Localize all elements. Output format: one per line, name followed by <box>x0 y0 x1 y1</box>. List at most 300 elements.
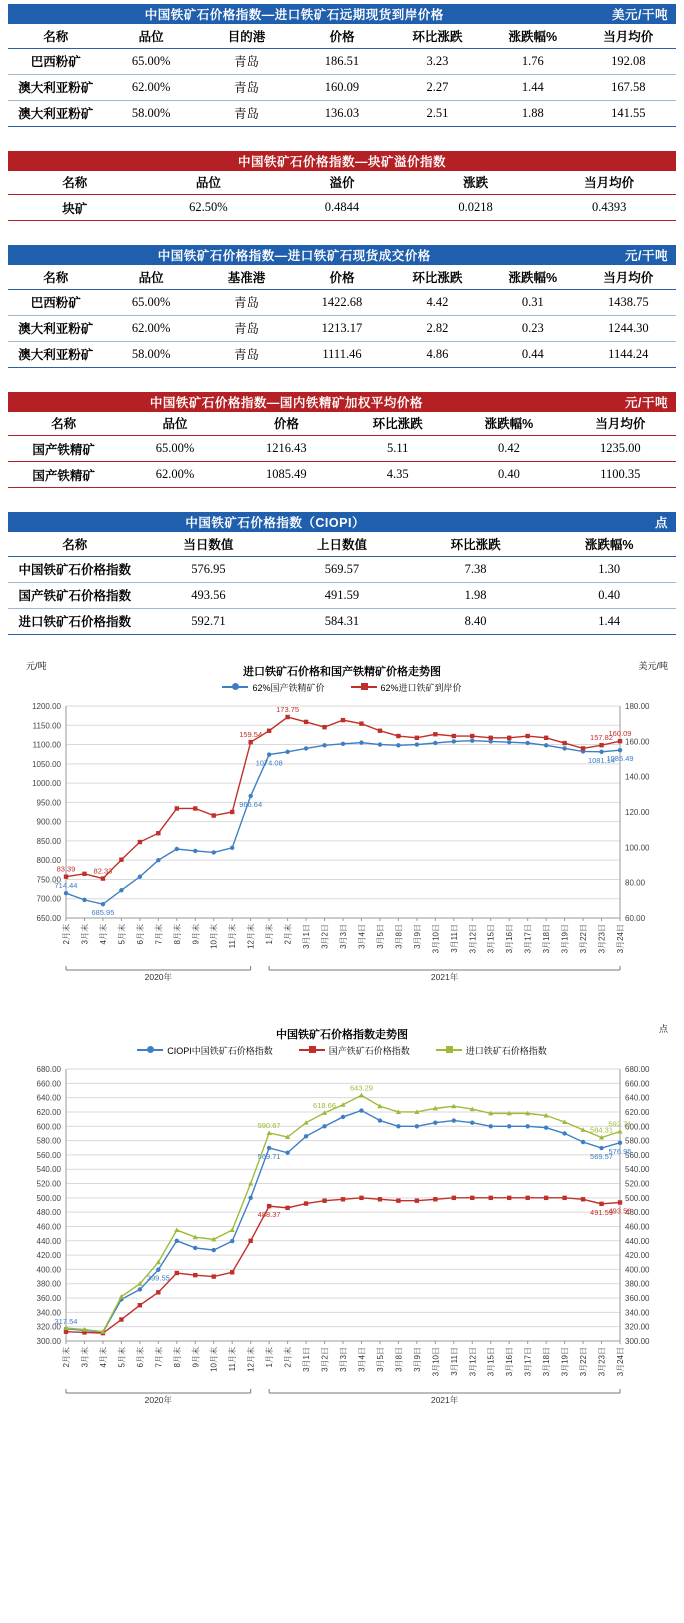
svg-text:1000.00: 1000.00 <box>32 778 61 788</box>
svg-text:600.00: 600.00 <box>36 1121 61 1131</box>
cell-value: 1085.49 <box>231 462 342 488</box>
column-header: 名称 <box>8 265 103 289</box>
svg-text:2020年: 2020年 <box>144 1394 173 1405</box>
svg-text:160.09: 160.09 <box>608 728 632 738</box>
table-lump-premium <box>8 151 676 222</box>
cell-value: 0.44 <box>485 341 580 367</box>
svg-text:180.00: 180.00 <box>625 701 650 711</box>
legend-item <box>351 681 462 694</box>
cell-value: 1.98 <box>409 582 543 608</box>
column-header: 环比涨跌 <box>342 412 453 436</box>
svg-text:8月末: 8月末 <box>172 1346 182 1367</box>
column-header: 价格 <box>294 265 389 289</box>
table-row <box>8 608 676 634</box>
svg-text:714.44: 714.44 <box>54 880 78 890</box>
cell-value: 4.86 <box>390 341 485 367</box>
legend-item <box>137 1044 273 1057</box>
svg-text:380.00: 380.00 <box>36 1279 61 1289</box>
svg-text:11月末: 11月末 <box>228 1346 238 1371</box>
svg-text:3月16日: 3月16日 <box>505 923 515 953</box>
legend-label: 国产铁矿石价格指数 <box>328 1045 410 1056</box>
row-label: 澳大利亚粉矿 <box>8 341 103 367</box>
svg-text:400.00: 400.00 <box>625 1264 650 1274</box>
svg-text:300.00: 300.00 <box>625 1336 650 1346</box>
cell-value: 青岛 <box>199 100 294 126</box>
cell-value: 5.11 <box>342 436 453 462</box>
svg-text:12月末: 12月末 <box>246 1346 256 1372</box>
svg-text:966.64: 966.64 <box>239 799 263 809</box>
svg-text:340.00: 340.00 <box>625 1307 650 1317</box>
cell-value: 1144.24 <box>581 341 676 367</box>
svg-text:7月末: 7月末 <box>154 923 164 944</box>
svg-text:1150.00: 1150.00 <box>32 720 61 730</box>
cell-value: 0.0218 <box>409 195 543 221</box>
table-import-spot <box>8 245 676 368</box>
svg-text:590.67: 590.67 <box>257 1120 281 1130</box>
svg-text:680.00: 680.00 <box>625 1064 650 1074</box>
svg-text:580.00: 580.00 <box>625 1136 650 1146</box>
svg-text:576.95: 576.95 <box>608 1146 632 1156</box>
table-header-row <box>8 412 676 436</box>
column-header: 当月均价 <box>565 412 676 436</box>
svg-text:173.75: 173.75 <box>276 704 300 714</box>
table-title: 中国铁矿石价格指数—进口铁矿石现货成交价格 <box>8 245 581 265</box>
svg-text:3月9日: 3月9日 <box>412 923 422 949</box>
cell-value: 青岛 <box>199 315 294 341</box>
column-header: 名称 <box>8 24 103 48</box>
svg-text:491.59: 491.59 <box>590 1207 614 1217</box>
svg-text:460.00: 460.00 <box>625 1221 650 1231</box>
svg-text:500.00: 500.00 <box>625 1193 650 1203</box>
svg-text:1050.00: 1050.00 <box>32 759 61 769</box>
table-row <box>8 289 676 315</box>
svg-text:80.00: 80.00 <box>625 878 646 888</box>
cell-value: 0.4844 <box>275 195 409 221</box>
table-unit: 美元/干吨 <box>581 4 676 24</box>
svg-text:900.00: 900.00 <box>36 817 61 827</box>
cell-value: 65.00% <box>103 289 198 315</box>
svg-text:399.55: 399.55 <box>146 1273 170 1283</box>
cell-value: 7.38 <box>409 556 543 582</box>
table-cioi-index <box>8 512 676 635</box>
cell-value: 青岛 <box>199 74 294 100</box>
svg-text:3月2日: 3月2日 <box>320 923 330 949</box>
row-label: 进口铁矿石价格指数 <box>8 608 142 634</box>
svg-text:520.00: 520.00 <box>625 1179 650 1189</box>
svg-text:560.00: 560.00 <box>36 1150 61 1160</box>
svg-text:1月末: 1月末 <box>265 923 275 944</box>
svg-text:159.54: 159.54 <box>239 729 263 739</box>
table-row <box>8 100 676 126</box>
cell-value: 141.55 <box>581 100 676 126</box>
table-row <box>8 556 676 582</box>
table-title-row <box>8 512 676 532</box>
table-title-row <box>8 245 676 265</box>
svg-text:3月24日: 3月24日 <box>616 923 625 953</box>
cell-value: 65.00% <box>119 436 230 462</box>
cell-value: 0.40 <box>542 582 676 608</box>
svg-text:2020年: 2020年 <box>144 971 173 982</box>
cell-value: 62.00% <box>119 462 230 488</box>
svg-text:2021年: 2021年 <box>430 971 459 982</box>
column-header: 品位 <box>119 412 230 436</box>
svg-text:380.00: 380.00 <box>625 1279 650 1289</box>
legend-swatch <box>299 1049 325 1051</box>
svg-text:140.00: 140.00 <box>625 772 650 782</box>
svg-text:2月末: 2月末 <box>283 923 293 944</box>
svg-text:618.66: 618.66 <box>313 1100 337 1110</box>
column-header: 当月均价 <box>581 265 676 289</box>
column-header: 环比涨跌 <box>390 24 485 48</box>
svg-text:3月10日: 3月10日 <box>431 1346 441 1376</box>
svg-text:3月19日: 3月19日 <box>560 923 570 953</box>
cell-value: 1216.43 <box>231 436 342 462</box>
table-row <box>8 582 676 608</box>
legend-label: CIOPI中国铁矿石价格指数 <box>167 1045 273 1056</box>
table-row <box>8 462 676 488</box>
svg-text:120.00: 120.00 <box>625 807 650 817</box>
svg-text:700.00: 700.00 <box>36 894 61 904</box>
svg-text:3月5日: 3月5日 <box>375 1346 385 1372</box>
row-label: 澳大利亚粉矿 <box>8 100 103 126</box>
column-header: 品位 <box>103 265 198 289</box>
svg-text:3月23日: 3月23日 <box>597 923 607 953</box>
table-row <box>8 436 676 462</box>
cell-value: 584.31 <box>275 608 409 634</box>
svg-text:10月末: 10月末 <box>209 923 219 949</box>
cell-value: 192.08 <box>581 48 676 74</box>
column-header: 名称 <box>8 412 119 436</box>
cell-value: 0.40 <box>453 462 564 488</box>
svg-text:3月3日: 3月3日 <box>339 1346 348 1372</box>
svg-text:440.00: 440.00 <box>36 1236 61 1246</box>
svg-text:317.54: 317.54 <box>54 1316 78 1326</box>
svg-text:620.00: 620.00 <box>36 1107 61 1117</box>
svg-text:660.00: 660.00 <box>625 1078 650 1088</box>
chart-legend <box>8 1044 676 1057</box>
svg-text:3月末: 3月末 <box>80 923 90 944</box>
svg-text:3月1日: 3月1日 <box>302 1346 312 1372</box>
svg-text:3月末: 3月末 <box>80 1346 90 1367</box>
column-header: 上日数值 <box>275 532 409 556</box>
svg-text:82.33: 82.33 <box>93 866 113 876</box>
column-header: 涨跌幅% <box>485 265 580 289</box>
svg-text:600.00: 600.00 <box>625 1121 650 1131</box>
svg-text:800.00: 800.00 <box>36 855 61 865</box>
svg-text:5月末: 5月末 <box>117 923 127 944</box>
svg-text:1月末: 1月末 <box>265 1346 275 1367</box>
row-label: 澳大利亚粉矿 <box>8 315 103 341</box>
svg-text:3月15日: 3月15日 <box>486 1346 496 1376</box>
svg-text:1200.00: 1200.00 <box>32 701 61 711</box>
legend-swatch <box>351 686 377 688</box>
svg-text:320.00: 320.00 <box>36 1322 61 1332</box>
chart-svg <box>8 694 676 1004</box>
table-row <box>8 48 676 74</box>
svg-text:640.00: 640.00 <box>625 1093 650 1103</box>
table-spacer <box>8 141 676 151</box>
table-title-row <box>8 392 676 412</box>
svg-text:3月2日: 3月2日 <box>320 1346 330 1372</box>
table-spacer <box>8 382 676 392</box>
column-header: 当日数值 <box>142 532 276 556</box>
svg-text:3月12日: 3月12日 <box>468 923 478 953</box>
cell-value: 65.00% <box>103 48 198 74</box>
svg-text:3月22日: 3月22日 <box>579 1346 589 1376</box>
table-title: 中国铁矿石价格指数—进口铁矿石远期现货到岸价格 <box>8 4 581 24</box>
table-spacer <box>8 502 676 512</box>
svg-text:3月24日: 3月24日 <box>616 1346 625 1376</box>
cell-value: 0.42 <box>453 436 564 462</box>
column-header: 涨跌幅% <box>485 24 580 48</box>
charts-container <box>8 659 676 1427</box>
cell-value: 1235.00 <box>565 436 676 462</box>
svg-text:580.00: 580.00 <box>36 1136 61 1146</box>
cell-value: 青岛 <box>199 48 294 74</box>
chart-legend <box>8 681 676 694</box>
column-header: 名称 <box>8 171 142 195</box>
svg-text:6月末: 6月末 <box>135 923 145 944</box>
table-row <box>8 315 676 341</box>
svg-text:4月末: 4月末 <box>98 1346 108 1367</box>
chart-title: 中国铁矿石价格指数走势图 <box>276 1028 408 1041</box>
cell-value: 592.71 <box>142 608 276 634</box>
svg-text:3月4日: 3月4日 <box>357 923 367 949</box>
svg-text:1085.49: 1085.49 <box>606 753 634 763</box>
table-header-row <box>8 265 676 289</box>
cell-value: 0.4393 <box>542 195 676 221</box>
cell-value: 576.95 <box>142 556 276 582</box>
cell-value: 4.35 <box>342 462 453 488</box>
row-label: 巴西粉矿 <box>8 48 103 74</box>
svg-text:493.56: 493.56 <box>608 1205 632 1215</box>
table-header-row <box>8 171 676 195</box>
svg-text:520.00: 520.00 <box>36 1179 61 1189</box>
svg-text:3月15日: 3月15日 <box>486 923 496 953</box>
svg-text:950.00: 950.00 <box>36 797 61 807</box>
svg-text:460.00: 460.00 <box>36 1221 61 1231</box>
svg-text:5月末: 5月末 <box>117 1346 127 1367</box>
column-header: 涨跌幅% <box>453 412 564 436</box>
svg-text:650.00: 650.00 <box>36 913 61 923</box>
row-label: 巴西粉矿 <box>8 289 103 315</box>
cell-value: 1.88 <box>485 100 580 126</box>
svg-text:3月4日: 3月4日 <box>357 1346 367 1372</box>
table-import-forward-cfr <box>8 4 676 127</box>
svg-text:2月末: 2月末 <box>283 1346 293 1367</box>
svg-text:569.57: 569.57 <box>590 1151 614 1161</box>
table-unit: 元/干吨 <box>581 245 676 265</box>
column-header: 环比涨跌 <box>409 532 543 556</box>
table-title-row <box>8 4 676 24</box>
cell-value: 1438.75 <box>581 289 676 315</box>
row-label: 澳大利亚粉矿 <box>8 74 103 100</box>
chart-price-trend <box>8 659 676 1004</box>
svg-text:11月末: 11月末 <box>228 923 238 948</box>
svg-text:400.00: 400.00 <box>36 1264 61 1274</box>
cell-value: 58.00% <box>103 341 198 367</box>
cell-value: 62.50% <box>142 195 276 221</box>
svg-text:9月末: 9月末 <box>191 1346 201 1367</box>
svg-text:480.00: 480.00 <box>625 1207 650 1217</box>
column-header: 目的港 <box>199 24 294 48</box>
table-header-row <box>8 24 676 48</box>
svg-text:850.00: 850.00 <box>36 836 61 846</box>
svg-text:685.95: 685.95 <box>91 907 115 917</box>
svg-text:7月末: 7月末 <box>154 1346 164 1367</box>
left-axis-unit: 元/吨 <box>26 660 47 671</box>
svg-text:360.00: 360.00 <box>36 1293 61 1303</box>
legend-item <box>222 681 324 694</box>
svg-text:480.00: 480.00 <box>36 1207 61 1217</box>
table-row <box>8 195 676 221</box>
svg-text:592.71: 592.71 <box>608 1118 632 1128</box>
legend-label: 62%进口铁矿到岸价 <box>380 682 462 693</box>
cell-value: 1.76 <box>485 48 580 74</box>
cell-value: 1111.46 <box>294 341 389 367</box>
row-label: 国产铁精矿 <box>8 462 119 488</box>
svg-text:680.00: 680.00 <box>36 1064 61 1074</box>
table-title: 中国铁矿石价格指数—块矿溢价指数 <box>8 151 676 171</box>
svg-text:340.00: 340.00 <box>36 1307 61 1317</box>
column-header: 品位 <box>142 171 276 195</box>
legend-label: 62%国产铁精矿价 <box>252 682 325 693</box>
row-label: 中国铁矿石价格指数 <box>8 556 142 582</box>
table-domestic-concentrate <box>8 392 676 489</box>
table-title: 中国铁矿石价格指数（CIOPI） <box>8 512 542 532</box>
cell-value: 136.03 <box>294 100 389 126</box>
svg-text:360.00: 360.00 <box>625 1293 650 1303</box>
cell-value: 0.23 <box>485 315 580 341</box>
svg-text:3月17日: 3月17日 <box>523 923 533 953</box>
svg-text:3月5日: 3月5日 <box>375 923 385 949</box>
table-title-row <box>8 151 676 171</box>
column-header: 当月均价 <box>581 24 676 48</box>
svg-text:160.00: 160.00 <box>625 736 650 746</box>
svg-text:1100.00: 1100.00 <box>32 740 61 750</box>
row-label: 国产铁矿石价格指数 <box>8 582 142 608</box>
svg-text:320.00: 320.00 <box>625 1322 650 1332</box>
svg-text:643.29: 643.29 <box>349 1082 373 1092</box>
column-header: 品位 <box>103 24 198 48</box>
cell-value: 1213.17 <box>294 315 389 341</box>
legend-item <box>436 1044 547 1057</box>
svg-text:3月23日: 3月23日 <box>597 1346 607 1376</box>
legend-label: 进口铁矿石价格指数 <box>465 1045 547 1056</box>
table-unit: 元/干吨 <box>565 392 676 412</box>
table-row <box>8 74 676 100</box>
svg-text:60.00: 60.00 <box>625 913 646 923</box>
svg-text:540.00: 540.00 <box>625 1164 650 1174</box>
cell-value: 491.59 <box>275 582 409 608</box>
column-header: 涨跌幅% <box>542 532 676 556</box>
column-header: 价格 <box>231 412 342 436</box>
svg-text:3月16日: 3月16日 <box>505 1346 515 1376</box>
svg-text:660.00: 660.00 <box>36 1078 61 1088</box>
cell-value: 青岛 <box>199 341 294 367</box>
cell-value: 1422.68 <box>294 289 389 315</box>
chart-svg <box>8 1057 676 1427</box>
cell-value: 1244.30 <box>581 315 676 341</box>
row-label: 国产铁精矿 <box>8 436 119 462</box>
svg-text:3月3日: 3月3日 <box>339 923 348 949</box>
cell-value: 1.30 <box>542 556 676 582</box>
svg-text:488.37: 488.37 <box>257 1209 281 1219</box>
svg-text:640.00: 640.00 <box>36 1093 61 1103</box>
tables-container <box>8 4 676 659</box>
column-header: 涨跌 <box>409 171 543 195</box>
right-axis-unit: 点 <box>658 1023 668 1034</box>
svg-text:420.00: 420.00 <box>625 1250 650 1260</box>
svg-text:3月10日: 3月10日 <box>431 923 441 953</box>
svg-text:584.31: 584.31 <box>590 1124 614 1134</box>
cell-value: 160.09 <box>294 74 389 100</box>
svg-text:300.00: 300.00 <box>36 1336 61 1346</box>
cell-value: 1100.35 <box>565 462 676 488</box>
row-label: 块矿 <box>8 195 142 221</box>
svg-text:8月末: 8月末 <box>172 923 182 944</box>
cell-value: 186.51 <box>294 48 389 74</box>
svg-text:3月8日: 3月8日 <box>394 1346 404 1372</box>
cell-value: 1.44 <box>485 74 580 100</box>
svg-text:3月11日: 3月11日 <box>449 923 459 953</box>
column-header: 溢价 <box>275 171 409 195</box>
svg-text:420.00: 420.00 <box>36 1250 61 1260</box>
svg-text:3月18日: 3月18日 <box>542 923 552 953</box>
svg-text:3月8日: 3月8日 <box>394 923 404 949</box>
column-header: 名称 <box>8 532 142 556</box>
column-header: 基准港 <box>199 265 294 289</box>
chart-index-trend <box>8 1022 676 1427</box>
cell-value: 8.40 <box>409 608 543 634</box>
svg-text:3月9日: 3月9日 <box>412 1346 422 1372</box>
legend-swatch <box>436 1049 462 1051</box>
svg-text:620.00: 620.00 <box>625 1107 650 1117</box>
svg-text:9月末: 9月末 <box>191 923 201 944</box>
column-header: 当月均价 <box>542 171 676 195</box>
cell-value: 1.44 <box>542 608 676 634</box>
table-header-row <box>8 532 676 556</box>
cell-value: 2.51 <box>390 100 485 126</box>
table-unit: 点 <box>542 512 676 532</box>
svg-text:4月末: 4月末 <box>98 923 108 944</box>
cell-value: 569.57 <box>275 556 409 582</box>
cell-value: 2.27 <box>390 74 485 100</box>
svg-text:3月17日: 3月17日 <box>523 1346 533 1376</box>
cell-value: 0.31 <box>485 289 580 315</box>
table-row <box>8 341 676 367</box>
svg-text:1074.08: 1074.08 <box>255 758 283 768</box>
right-axis-unit: 美元/吨 <box>638 660 668 671</box>
legend-swatch <box>137 1049 163 1051</box>
svg-text:560.00: 560.00 <box>625 1150 650 1160</box>
svg-text:569.71: 569.71 <box>257 1151 281 1161</box>
table-spacer <box>8 235 676 245</box>
svg-text:6月末: 6月末 <box>135 1346 145 1367</box>
cell-value: 58.00% <box>103 100 198 126</box>
svg-text:750.00: 750.00 <box>36 874 61 884</box>
cell-value: 3.23 <box>390 48 485 74</box>
svg-text:500.00: 500.00 <box>36 1193 61 1203</box>
cell-value: 62.00% <box>103 315 198 341</box>
svg-text:100.00: 100.00 <box>625 842 650 852</box>
svg-text:12月末: 12月末 <box>246 923 256 949</box>
table-spacer <box>8 649 676 659</box>
svg-text:2月末: 2月末 <box>62 923 71 944</box>
svg-text:3月22日: 3月22日 <box>579 923 589 953</box>
cell-value: 493.56 <box>142 582 276 608</box>
svg-text:3月19日: 3月19日 <box>560 1346 570 1376</box>
